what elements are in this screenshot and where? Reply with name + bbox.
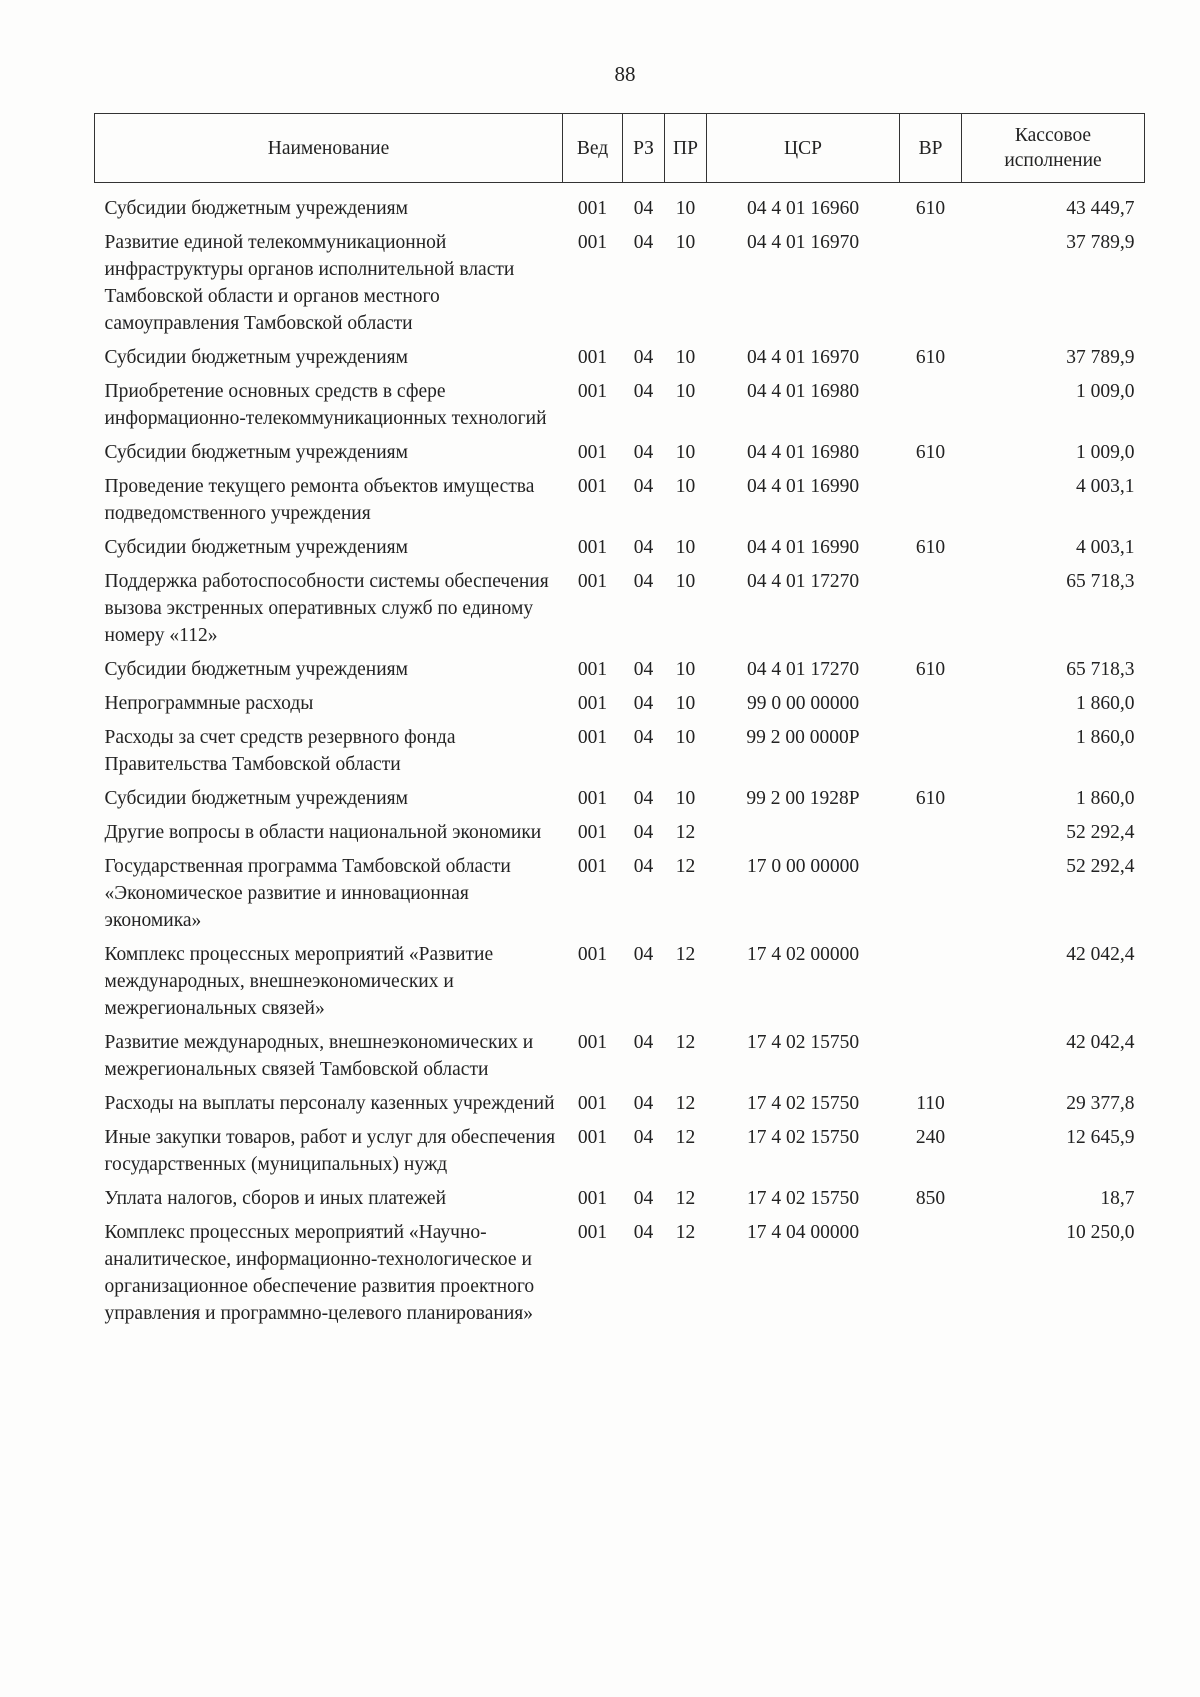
cell-sum: 1 009,0 xyxy=(1076,442,1135,463)
table-row xyxy=(95,469,1145,530)
cell-vr: 850 xyxy=(915,1188,946,1209)
header-pr: ПР xyxy=(665,114,707,183)
cell-name: Субсидии бюджетным учреждениям xyxy=(104,788,408,809)
cell-csr: 17 4 02 15750 xyxy=(746,1032,860,1053)
cell-sum: 1 860,0 xyxy=(1076,727,1135,748)
cell-rz: 04 xyxy=(633,1222,654,1243)
cell-pr: 12 xyxy=(675,1127,696,1148)
table-row xyxy=(95,340,1145,374)
cell-sum: 52 292,4 xyxy=(1066,856,1135,877)
cell-vr xyxy=(900,374,962,435)
header-name: Наименование xyxy=(95,114,563,183)
header-sum: Кассовое исполнение xyxy=(962,114,1145,183)
cell-rz: 04 xyxy=(633,659,654,680)
cell-ved: 001 xyxy=(577,1188,608,1209)
cell-vr xyxy=(900,469,962,530)
cell-csr: 04 4 01 16980 xyxy=(746,442,860,463)
cell-name: Развитие международных, внешнеэкономических и межрегиональных связей Тамбовской области xyxy=(104,1032,534,1080)
cell-ved: 001 xyxy=(577,1032,608,1053)
cell-csr: 04 4 01 16970 xyxy=(746,347,860,368)
cell-pr: 12 xyxy=(675,944,696,965)
table-row xyxy=(95,652,1145,686)
cell-ved: 001 xyxy=(577,944,608,965)
cell-ved: 001 xyxy=(577,822,608,843)
cell-name: Комплекс процессных мероприятий «Научно-аналитическое, информационно-технологическое и организационное обеспечение развития проектного управления и программно-целевого планирования» xyxy=(104,1222,535,1324)
cell-pr: 10 xyxy=(675,571,696,592)
table-row xyxy=(95,1215,1145,1330)
cell-csr: 99 2 00 0000Р xyxy=(746,727,860,748)
cell-name: Иные закупки товаров, работ и услуг для обеспечения государственных (муниципальных) нужд xyxy=(104,1127,556,1175)
page-number: 88 xyxy=(614,62,636,86)
cell-vr: 610 xyxy=(915,537,946,558)
cell-name: Уплата налогов, сборов и иных платежей xyxy=(104,1188,447,1209)
cell-ved: 001 xyxy=(577,381,608,402)
cell-name: Субсидии бюджетным учреждениям xyxy=(104,537,408,558)
cell-rz: 04 xyxy=(633,1032,654,1053)
cell-csr: 99 0 00 00000 xyxy=(746,693,860,714)
cell-ved: 001 xyxy=(577,659,608,680)
cell-name: Расходы за счет средств резервного фонда Правительства Тамбовской области xyxy=(104,727,456,775)
cell-vr: 610 xyxy=(915,659,946,680)
cell-pr: 10 xyxy=(675,537,696,558)
cell-rz: 04 xyxy=(633,1188,654,1209)
table-row xyxy=(95,686,1145,720)
cell-sum: 1 860,0 xyxy=(1076,788,1135,809)
cell-name: Приобретение основных средств в сфере информационно-телекоммуникационных технологий xyxy=(104,381,547,429)
cell-pr: 12 xyxy=(675,856,696,877)
cell-sum: 1 009,0 xyxy=(1076,381,1135,402)
cell-vr xyxy=(900,686,962,720)
cell-csr: 04 4 01 17270 xyxy=(746,571,860,592)
cell-ved: 001 xyxy=(577,1222,608,1243)
cell-pr: 10 xyxy=(675,659,696,680)
cell-ved: 001 xyxy=(577,1093,608,1114)
cell-ved: 001 xyxy=(577,1127,608,1148)
cell-vr xyxy=(900,1215,962,1330)
cell-pr: 10 xyxy=(675,476,696,497)
cell-ved: 001 xyxy=(577,856,608,877)
cell-pr: 10 xyxy=(675,232,696,253)
table-row xyxy=(95,374,1145,435)
cell-csr: 17 4 02 15750 xyxy=(746,1188,860,1209)
cell-ved: 001 xyxy=(577,727,608,748)
cell-vr xyxy=(900,815,962,849)
cell-rz: 04 xyxy=(633,476,654,497)
header-ved: Вед xyxy=(563,114,623,183)
cell-sum: 65 718,3 xyxy=(1066,571,1135,592)
cell-ved: 001 xyxy=(577,788,608,809)
cell-csr: 17 4 04 00000 xyxy=(746,1222,860,1243)
cell-pr: 12 xyxy=(675,1032,696,1053)
cell-name: Проведение текущего ремонта объектов имущества подведомственного учреждения xyxy=(104,476,535,524)
cell-ved: 001 xyxy=(577,232,608,253)
cell-sum: 65 718,3 xyxy=(1066,659,1135,680)
cell-ved: 001 xyxy=(577,693,608,714)
cell-rz: 04 xyxy=(633,788,654,809)
cell-rz: 04 xyxy=(633,727,654,748)
cell-name: Комплекс процессных мероприятий «Развитие международных, внешнеэкономических и межрегиональных связей» xyxy=(104,944,494,1019)
table-row xyxy=(95,435,1145,469)
cell-sum: 37 789,9 xyxy=(1066,232,1135,253)
cell-vr: 110 xyxy=(916,1093,945,1114)
cell-name: Развитие единой телекоммуникационной инфраструктуры органов исполнительной власти Тамбовской области и органов местного самоуправления Тамбовской области xyxy=(104,232,515,334)
cell-vr xyxy=(900,1025,962,1086)
cell-rz: 04 xyxy=(633,944,654,965)
cell-rz: 04 xyxy=(633,1127,654,1148)
cell-name: Субсидии бюджетным учреждениям xyxy=(104,347,408,368)
cell-sum: 10 250,0 xyxy=(1066,1222,1135,1243)
cell-csr: 04 4 01 16990 xyxy=(746,537,860,558)
cell-pr: 10 xyxy=(675,381,696,402)
header-rz: РЗ xyxy=(623,114,665,183)
cell-vr: 240 xyxy=(915,1127,946,1148)
cell-sum: 42 042,4 xyxy=(1066,944,1135,965)
cell-ved: 001 xyxy=(577,442,608,463)
cell-pr: 12 xyxy=(675,1188,696,1209)
cell-ved: 001 xyxy=(577,476,608,497)
cell-vr xyxy=(900,720,962,781)
cell-pr: 10 xyxy=(675,198,696,219)
cell-csr: 17 0 00 00000 xyxy=(746,856,860,877)
cell-sum: 42 042,4 xyxy=(1066,1032,1135,1053)
cell-pr: 10 xyxy=(675,442,696,463)
table-row xyxy=(95,815,1145,849)
budget-execution-table xyxy=(94,113,1145,1330)
table-row xyxy=(95,225,1145,340)
table-row xyxy=(95,530,1145,564)
cell-rz: 04 xyxy=(633,822,654,843)
cell-sum: 4 003,1 xyxy=(1076,537,1135,558)
cell-ved: 001 xyxy=(577,571,608,592)
table-row xyxy=(95,781,1145,815)
cell-rz: 04 xyxy=(633,856,654,877)
table-row xyxy=(95,720,1145,781)
cell-name: Другие вопросы в области национальной экономики xyxy=(104,822,542,843)
cell-sum: 52 292,4 xyxy=(1066,822,1135,843)
cell-pr: 12 xyxy=(675,822,696,843)
cell-name: Субсидии бюджетным учреждениям xyxy=(104,442,408,463)
table-row xyxy=(95,1025,1145,1086)
cell-name: Расходы на выплаты персоналу казенных учреждений xyxy=(104,1093,555,1114)
cell-sum: 37 789,9 xyxy=(1066,347,1135,368)
cell-pr: 10 xyxy=(675,693,696,714)
cell-csr: 04 4 01 16970 xyxy=(746,232,860,253)
cell-name: Поддержка работоспособности системы обеспечения вызова экстренных оперативных служб по единому номеру «112» xyxy=(104,571,549,646)
cell-rz: 04 xyxy=(633,1093,654,1114)
cell-name: Непрограммные расходы xyxy=(104,693,314,714)
cell-csr: 17 4 02 00000 xyxy=(746,944,860,965)
cell-ved: 001 xyxy=(577,347,608,368)
header-csr: ЦСР xyxy=(707,114,900,183)
cell-vr: 610 xyxy=(915,347,946,368)
cell-csr: 04 4 01 16960 xyxy=(746,198,860,219)
table-row xyxy=(95,1120,1145,1181)
cell-csr: 04 4 01 16990 xyxy=(746,476,860,497)
cell-vr xyxy=(900,849,962,937)
table-spacer xyxy=(95,183,1145,192)
cell-vr: 610 xyxy=(915,788,946,809)
cell-sum: 4 003,1 xyxy=(1076,476,1135,497)
table-row xyxy=(95,1086,1145,1120)
table-header-row xyxy=(95,114,1145,183)
cell-vr: 610 xyxy=(915,198,946,219)
cell-pr: 10 xyxy=(675,347,696,368)
cell-sum: 1 860,0 xyxy=(1076,693,1135,714)
cell-pr: 12 xyxy=(675,1222,696,1243)
cell-sum: 29 377,8 xyxy=(1066,1093,1135,1114)
cell-ved: 001 xyxy=(577,198,608,219)
cell-name: Субсидии бюджетным учреждениям xyxy=(104,659,408,680)
cell-sum: 18,7 xyxy=(1100,1188,1135,1209)
cell-rz: 04 xyxy=(633,381,654,402)
cell-name: Субсидии бюджетным учреждениям xyxy=(104,198,408,219)
cell-rz: 04 xyxy=(633,232,654,253)
cell-rz: 04 xyxy=(633,571,654,592)
cell-vr xyxy=(900,564,962,652)
table-row xyxy=(95,1181,1145,1215)
cell-vr xyxy=(900,225,962,340)
cell-ved: 001 xyxy=(577,537,608,558)
table-row xyxy=(95,937,1145,1025)
cell-csr: 04 4 01 16980 xyxy=(746,381,860,402)
cell-sum: 43 449,7 xyxy=(1066,198,1135,219)
cell-rz: 04 xyxy=(633,198,654,219)
cell-sum: 12 645,9 xyxy=(1066,1127,1135,1148)
cell-vr: 610 xyxy=(915,442,946,463)
cell-rz: 04 xyxy=(633,442,654,463)
table-row xyxy=(95,564,1145,652)
cell-rz: 04 xyxy=(633,693,654,714)
cell-csr: 17 4 02 15750 xyxy=(746,1127,860,1148)
table-row xyxy=(95,191,1145,225)
cell-pr: 10 xyxy=(675,727,696,748)
cell-vr xyxy=(900,937,962,1025)
header-vr: ВР xyxy=(900,114,962,183)
cell-rz: 04 xyxy=(633,347,654,368)
cell-pr: 12 xyxy=(675,1093,696,1114)
cell-csr: 04 4 01 17270 xyxy=(746,659,860,680)
cell-rz: 04 xyxy=(633,537,654,558)
cell-csr: 17 4 02 15750 xyxy=(746,1093,860,1114)
cell-csr xyxy=(707,815,900,849)
cell-pr: 10 xyxy=(675,788,696,809)
cell-name: Государственная программа Тамбовской области «Экономическое развитие и инновационная экономика» xyxy=(104,856,511,931)
table-row xyxy=(95,849,1145,937)
cell-csr: 99 2 00 1928Р xyxy=(746,788,860,809)
table-body xyxy=(95,183,1145,1331)
